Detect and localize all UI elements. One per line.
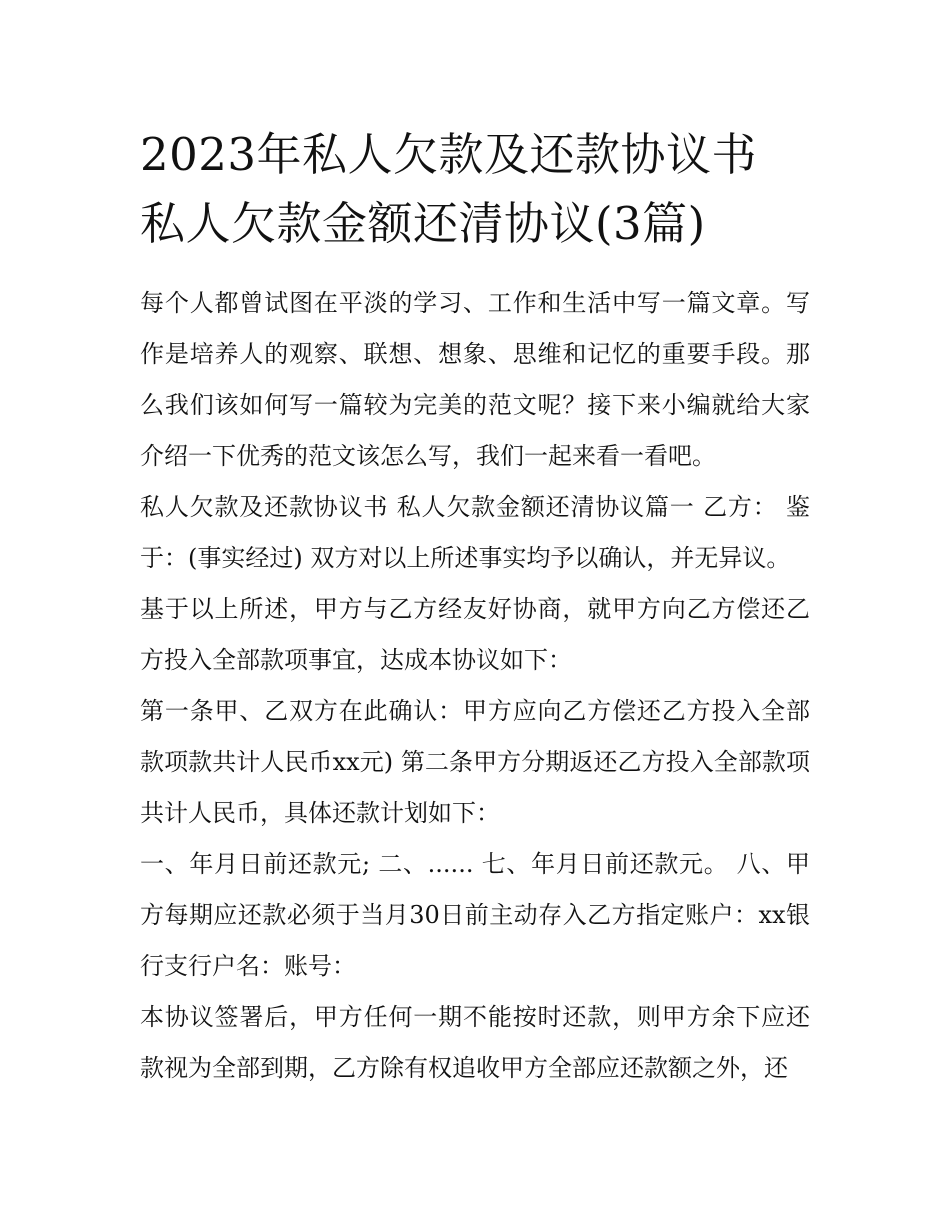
document-body	[140, 278, 810, 1094]
document-title	[140, 120, 810, 258]
paragraph-intro: 每个人都曾试图在平淡的学习、工作和生活中写一篇文章。写作是培养人的观察、联想、想象、思维和记忆的重要手段。那么我们该如何写一篇较为完美的范文呢？接下来小编就给大家介绍一下优秀的范文该怎么写，我们一起来看一看吧。	[140, 289, 810, 470]
paragraph-basis: 基于以上所述，甲方与乙方经友好协商，就甲方向乙方偿还乙方投入全部款项事宜，达成本协议如下：	[140, 595, 810, 674]
paragraph-article-one: 第一条甲、乙双方在此确认：甲方应向乙方偿还乙方投入全部款项款共计人民币xx元) 第二条甲方分期返还乙方投入全部款项共计人民币，具体还款计划如下：	[140, 697, 810, 827]
title-line-2: 私人欠款金额还清协议(3篇)	[140, 197, 706, 250]
title-line-1: 2023年私人欠款及还款协议书	[140, 128, 758, 181]
paragraph-repayment-plan: 一、年月日前还款元; 二、...... 七、年月日前还款元。 八、甲方每期应还款必须于当月30日前主动存入乙方指定账户：xx银行支行户名：账号：	[140, 850, 810, 980]
document-page	[140, 120, 810, 1094]
paragraph-default-clause: 本协议签署后，甲方任何一期不能按时还款，则甲方余下应还款视为全部到期，乙方除有权追收甲方全部应还款额之外，还	[140, 1003, 810, 1082]
paragraph-agreement-opening: 私人欠款及还款协议书 私人欠款金额还清协议篇一 乙方： 鉴于：(事实经过) 双方对以上所述事实均予以确认，并无异议。	[140, 493, 810, 572]
